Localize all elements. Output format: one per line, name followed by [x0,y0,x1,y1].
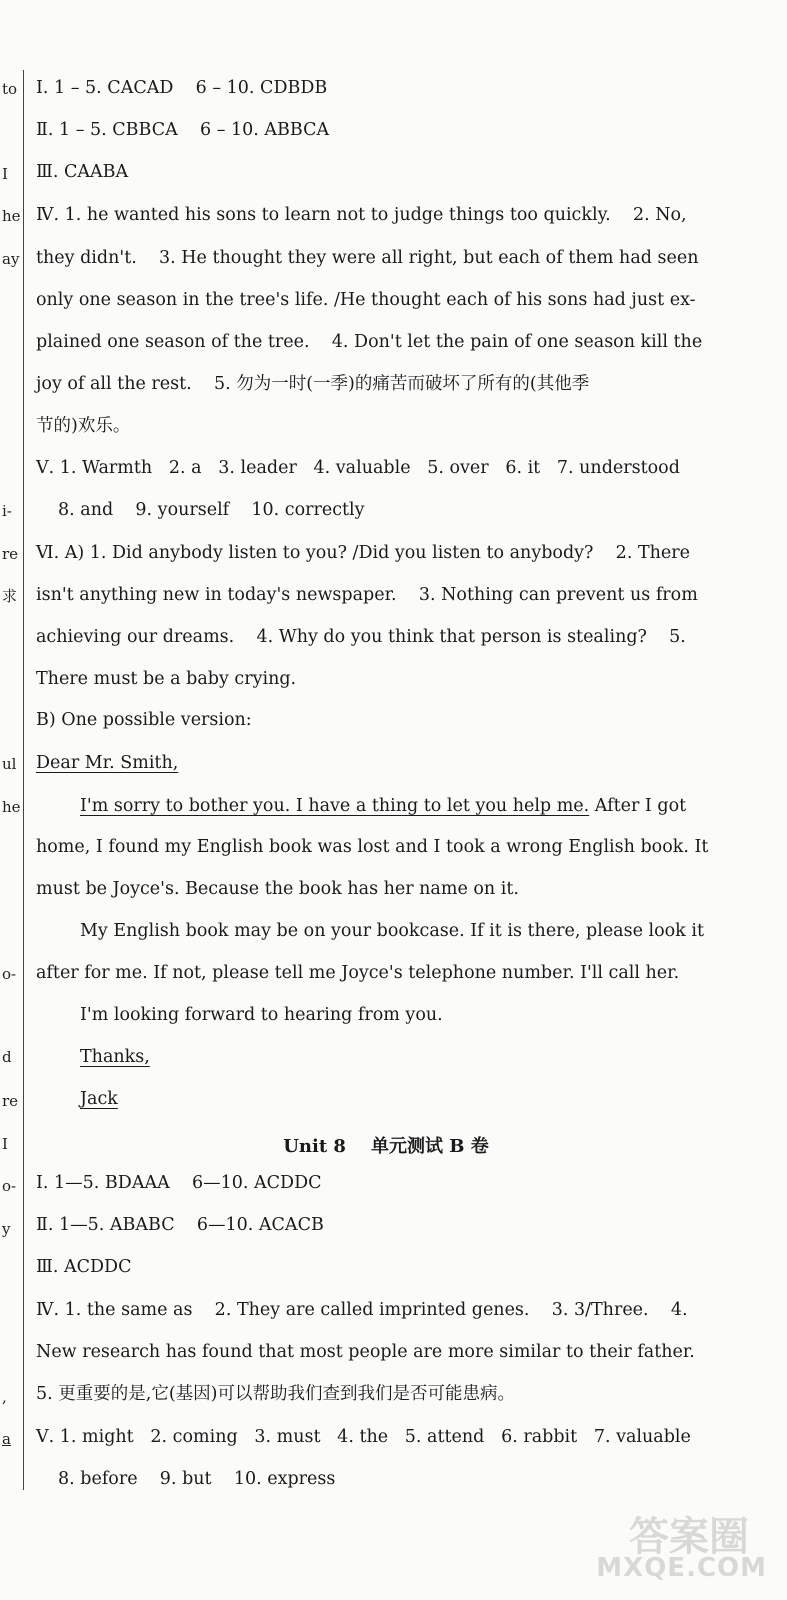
letter-text: After I got [589,796,687,816]
answer-line: 节的)欢乐。 [36,416,131,436]
gutter-text: re [2,1092,19,1110]
letter-line: I'm looking forward to hearing from you. [80,1005,443,1025]
answer-line: Ⅱ. 1 – 5. CBBCA 6 – 10. ABBCA [36,120,330,140]
letter-salutation: Dear Mr. Smith, [36,753,179,773]
answer-line: only one season in the tree's life. /He thought each of his sons had just ex- [36,290,696,310]
answer-line: Ⅰ. 1 – 5. CACAD 6 – 10. CDBDB [36,78,328,98]
gutter-text: 求 [2,587,18,605]
left-page-margin [0,0,22,1600]
answer-line: Ⅳ. 1. the same as 2. They are called imprinted genes. 3. 3/Three. 4. [36,1300,688,1320]
watermark-logo [567,1505,767,1585]
gutter-text: he [2,798,21,816]
watermark-url: MXQE.COM [596,1553,767,1583]
letter-line: after for me. If not, please tell me Joyce's telephone number. I'll call her. [36,963,680,983]
answer-line: Ⅴ. 1. Warmth 2. a 3. leader 4. valuable 5. over 6. it 7. understood [36,458,680,478]
gutter-text: i- [2,502,12,520]
letter-line: My English book may be on your bookcase. If it is there, please look it [80,921,704,941]
gutter-text: re [2,545,19,563]
answer-line: isn't anything new in today's newspaper. 3. Nothing can prevent us from [36,585,698,605]
answer-line: joy of all the rest. 5. 勿为一时(一季)的痛苦而破坏了所有的(其他季 [36,374,590,394]
answer-line: Ⅲ. CAABA [36,162,129,182]
letter-line: must be Joyce's. Because the book has her name on it. [36,879,519,899]
gutter-text: y [2,1220,11,1238]
answer-line: 8. before 9. but 10. express [58,1469,336,1489]
gutter-text: ul [2,755,17,773]
answer-line: Ⅲ. ACDDC [36,1257,132,1277]
gutter-text: ay [2,250,20,268]
gutter-text: I [2,1135,8,1153]
answer-line: plained one season of the tree. 4. Don't let the pain of one season kill the [36,332,703,352]
answer-line: Ⅴ. 1. might 2. coming 3. must 4. the 5. attend 6. rabbit 7. valuable [36,1427,691,1447]
answer-line: they didn't. 3. He thought they were all right, but each of them had seen [36,248,699,268]
answer-line: There must be a baby crying. [36,669,297,689]
gutter-text: , [2,1388,7,1406]
gutter-text: to [2,80,18,98]
answer-line: B) One possible version: [36,710,252,730]
letter-closing: Thanks, [80,1047,150,1067]
gutter-text: he [2,207,21,225]
answer-line: Ⅳ. 1. he wanted his sons to learn not to judge things too quickly. 2. No, [36,205,687,225]
letter-line: home, I found my English book was lost and I took a wrong English book. It [36,837,709,857]
section-title: Unit 8 单元测试 B 卷 [283,1136,489,1157]
letter-signature: Jack [80,1089,118,1109]
gutter-text: a [2,1430,11,1448]
answer-line: Ⅰ. 1—5. BDAAA 6—10. ACDDC [36,1173,322,1193]
gutter-text: o- [2,965,17,983]
gutter-text: I [2,165,8,183]
watermark-text: 答案圈 [629,1514,749,1560]
answer-line: achieving our dreams. 4. Why do you think that person is stealing? 5. [36,627,686,647]
page-divider-line [23,70,24,1490]
answer-line: New research has found that most people are more similar to their father. [36,1342,695,1362]
answer-line: Ⅱ. 1—5. ABABC 6—10. ACACB [36,1215,324,1235]
underlined-sentence: I'm sorry to bother you. I have a thing to let you help me. [80,796,590,816]
answer-line: 5. 更重要的是,它(基因)可以帮助我们查到我们是否可能患病。 [36,1384,515,1404]
answer-line: Ⅵ. A) 1. Did anybody listen to you? /Did you listen to anybody? 2. There [36,543,690,563]
gutter-text: d [2,1048,12,1066]
answer-line: 8. and 9. yourself 10. correctly [58,500,365,520]
letter-line [80,798,686,816]
gutter-text: o- [2,1177,17,1195]
